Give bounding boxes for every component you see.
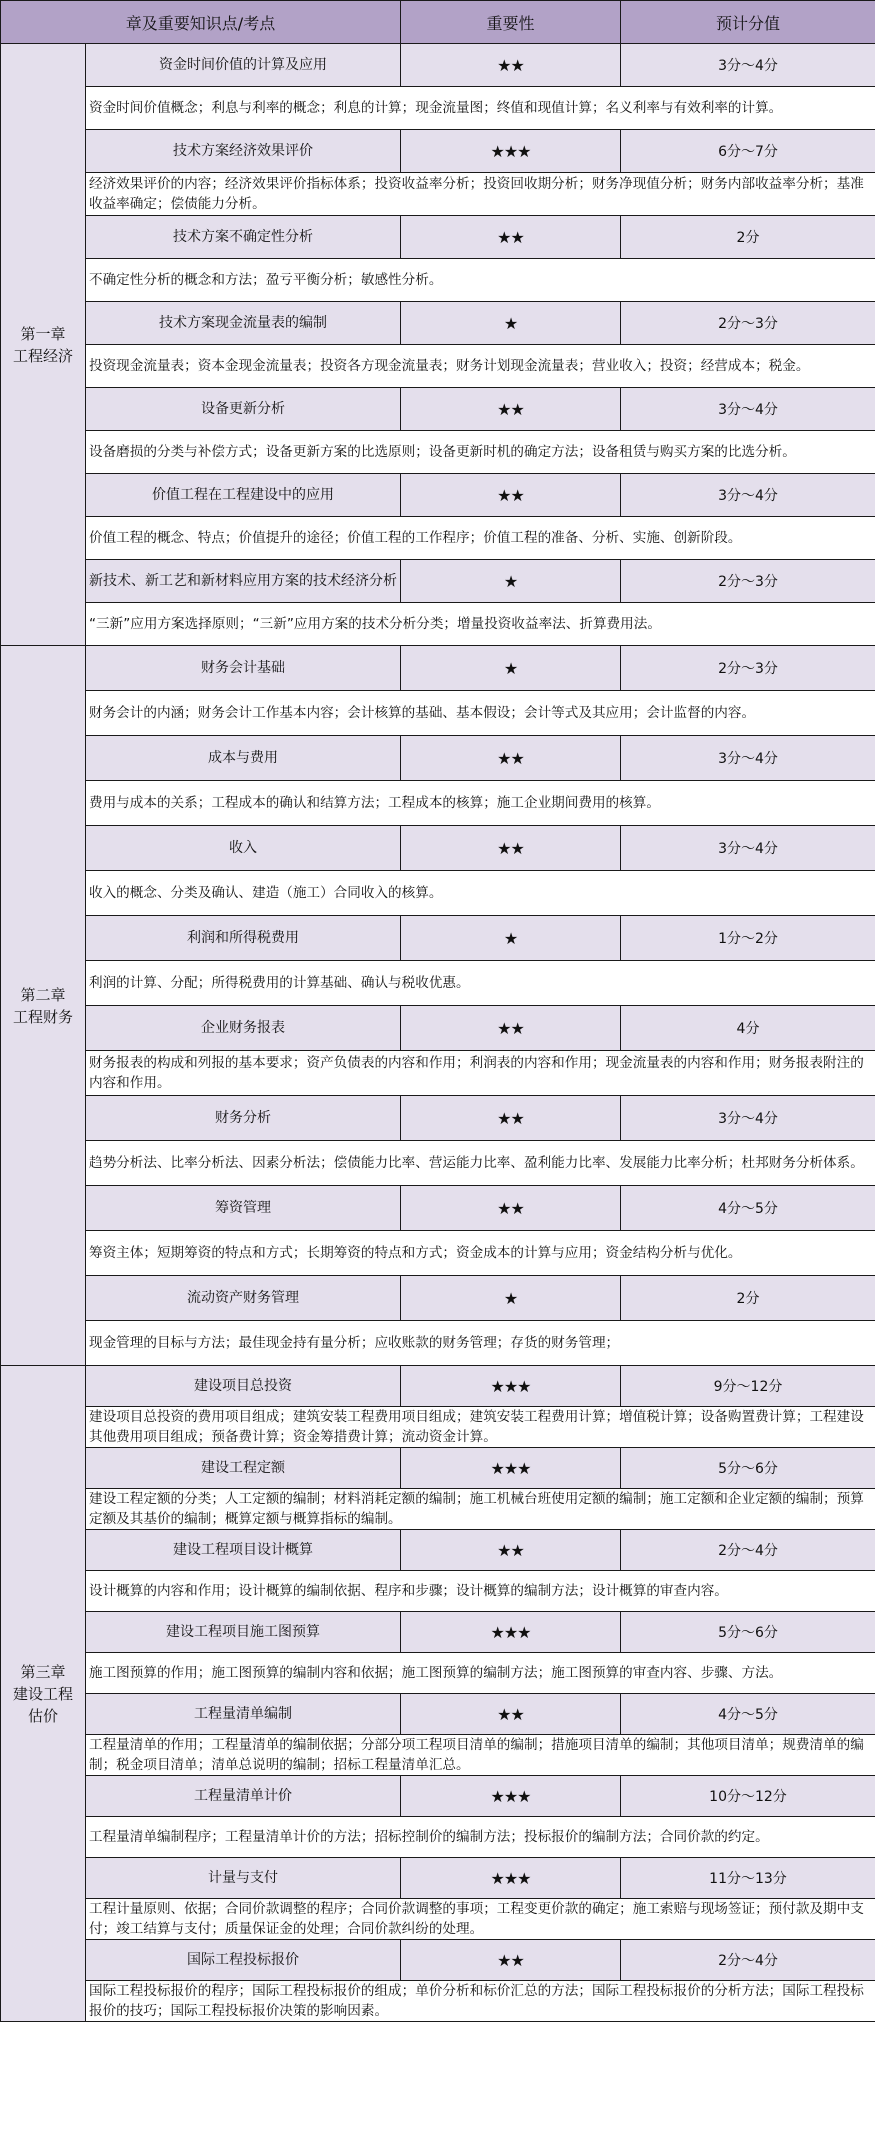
topic-description: 设计概算的内容和作用；设计概算的编制依据、程序和步骤；设计概算的编制方法；设计概算的审查内容。 [86, 1571, 875, 1612]
importance-stars: ★★★ [401, 1366, 621, 1407]
topic-row [1, 1612, 875, 1653]
topic-description: 施工图预算的作用；施工图预算的编制内容和依据；施工图预算的编制方法；施工图预算的审查内容、步骤、方法。 [86, 1653, 875, 1694]
topic-description: 工程计量原则、依据；合同价款调整的程序；合同价款调整的事项；工程变更价款的确定；施工索赔与现场签证；预付款及期中支付；竣工结算与支付；质量保证金的处理；合同价款纠纷的处理。 [86, 1899, 875, 1940]
topic-description: 价值工程的概念、特点；价值提升的途径；价值工程的工作程序；价值工程的准备、分析、实施、创新阶段。 [86, 517, 875, 560]
chapter-cell [1, 1366, 86, 2022]
topic-row [1, 44, 875, 87]
topic-name: 财务会计基础 [86, 646, 401, 691]
topic-row [1, 474, 875, 517]
chapter-title-line: 工程经济 [12, 346, 73, 365]
description-row [1, 1653, 875, 1694]
chapter-title-line: 工程财务 [12, 1007, 73, 1026]
topic-description: 经济效果评价的内容；经济效果评价指标体系；投资收益率分析；投资回收期分析；财务净现值分析；财务内部收益率分析；基准收益率确定；偿债能力分析。 [86, 173, 875, 216]
score-range: 1分～2分 [621, 916, 875, 961]
topic-description: 国际工程投标报价的程序；国际工程投标报价的组成；单价分析和标价汇总的方法；国际工程投标报价的分析方法；国际工程投标报价的技巧；国际工程投标报价决策的影响因素。 [86, 1981, 875, 2022]
topic-row [1, 1276, 875, 1321]
score-range: 3分～4分 [621, 736, 875, 781]
topic-row [1, 1776, 875, 1817]
header-score: 预计分值 [621, 1, 875, 44]
table-header-row [1, 1, 875, 44]
topic-description: 工程量清单的作用；工程量清单的编制依据；分部分项工程项目清单的编制；措施项目清单的编制；其他项目清单；规费清单的编制；税金项目清单；清单总说明的编制；招标工程量清单汇总。 [86, 1735, 875, 1776]
score-range: 5分～6分 [621, 1448, 875, 1489]
score-range: 10分～12分 [621, 1776, 875, 1817]
score-range: 3分～4分 [621, 826, 875, 871]
topic-row [1, 1940, 875, 1981]
topic-row [1, 1858, 875, 1899]
topic-name: 国际工程投标报价 [86, 1940, 401, 1981]
topic-row [1, 736, 875, 781]
description-row [1, 1817, 875, 1858]
chapter-title-line: 建设工程 [12, 1684, 73, 1703]
topic-description: 建设工程定额的分类；人工定额的编制；材料消耗定额的编制；施工机械台班使用定额的编制；施工定额和企业定额的编制；预算定额及其基价的编制；概算定额与概算指标的编制。 [86, 1489, 875, 1530]
score-range: 5分～6分 [621, 1612, 875, 1653]
topic-description: 建设项目总投资的费用项目组成；建筑安装工程费用项目组成；建筑安装工程费用计算；增值税计算；设备购置费计算；工程建设其他费用项目组成；预备费计算；资金筹措费计算；流动资金计算。 [86, 1407, 875, 1448]
importance-stars: ★★ [401, 216, 621, 259]
topic-name: 新技术、新工艺和新材料应用方案的技术经济分析 [86, 560, 401, 603]
description-row [1, 871, 875, 916]
description-row [1, 1407, 875, 1448]
score-range: 6分～7分 [621, 130, 875, 173]
importance-stars: ★★ [401, 1694, 621, 1735]
score-range: 2分～3分 [621, 560, 875, 603]
topic-name: 筹资管理 [86, 1186, 401, 1231]
importance-stars: ★★ [401, 1530, 621, 1571]
header-importance: 重要性 [401, 1, 621, 44]
topic-row [1, 1006, 875, 1051]
description-row [1, 1899, 875, 1940]
description-row [1, 603, 875, 646]
topic-description: 投资现金流量表；资本金现金流量表；投资各方现金流量表；财务计划现金流量表；营业收入；投资；经营成本；税金。 [86, 345, 875, 388]
score-range: 11分～13分 [621, 1858, 875, 1899]
chapter-title-line: 第一章 [20, 324, 66, 343]
topic-row [1, 1530, 875, 1571]
score-range: 2分 [621, 1276, 875, 1321]
topic-description: 利润的计算、分配；所得税费用的计算基础、确认与税收优惠。 [86, 961, 875, 1006]
importance-stars: ★ [401, 916, 621, 961]
chapter-title-line: 第二章 [20, 985, 66, 1004]
topic-name: 建设工程项目设计概算 [86, 1530, 401, 1571]
topic-row [1, 1186, 875, 1231]
topic-row [1, 130, 875, 173]
score-range: 2分 [621, 216, 875, 259]
description-row [1, 1321, 875, 1366]
importance-stars: ★★★ [401, 1612, 621, 1653]
chapter-title-line: 第三章 [20, 1662, 66, 1681]
topic-description: “三新”应用方案选择原则；“三新”应用方案的技术分析分类；增量投资收益率法、折算费用法。 [86, 603, 875, 646]
topic-row [1, 388, 875, 431]
topic-name: 企业财务报表 [86, 1006, 401, 1051]
importance-stars: ★★ [401, 826, 621, 871]
topic-description: 财务报表的构成和列报的基本要求；资产负债表的内容和作用；利润表的内容和作用；现金流量表的内容和作用；财务报表附注的内容和作用。 [86, 1051, 875, 1096]
score-range: 3分～4分 [621, 44, 875, 87]
topic-row [1, 302, 875, 345]
description-row [1, 87, 875, 130]
importance-stars: ★ [401, 560, 621, 603]
importance-stars: ★ [401, 302, 621, 345]
topic-description: 工程量清单编制程序；工程量清单计价的方法；招标控制价的编制方法；投标报价的编制方法；合同价款的约定。 [86, 1817, 875, 1858]
description-row [1, 259, 875, 302]
topic-row [1, 646, 875, 691]
topic-row [1, 1448, 875, 1489]
topic-description: 财务会计的内涵；财务会计工作基本内容；会计核算的基础、基本假设；会计等式及其应用；会计监督的内容。 [86, 691, 875, 736]
topic-name: 建设项目总投资 [86, 1366, 401, 1407]
description-row [1, 1981, 875, 2022]
importance-stars: ★★ [401, 1940, 621, 1981]
score-range: 2分～4分 [621, 1530, 875, 1571]
description-row [1, 1735, 875, 1776]
score-range: 9分～12分 [621, 1366, 875, 1407]
score-range: 3分～4分 [621, 388, 875, 431]
topic-row [1, 1096, 875, 1141]
topic-name: 工程量清单计价 [86, 1776, 401, 1817]
score-range: 4分～5分 [621, 1186, 875, 1231]
topic-name: 技术方案不确定性分析 [86, 216, 401, 259]
score-range: 3分～4分 [621, 1096, 875, 1141]
importance-stars: ★★★ [401, 130, 621, 173]
topic-description: 收入的概念、分类及确认、建造（施工）合同收入的核算。 [86, 871, 875, 916]
description-row [1, 1141, 875, 1186]
topic-name: 价值工程在工程建设中的应用 [86, 474, 401, 517]
description-row [1, 173, 875, 216]
importance-stars: ★ [401, 1276, 621, 1321]
topic-description: 筹资主体；短期筹资的特点和方式；长期筹资的特点和方式；资金成本的计算与应用；资金结构分析与优化。 [86, 1231, 875, 1276]
importance-stars: ★★ [401, 474, 621, 517]
topic-description: 现金管理的目标与方法；最佳现金持有量分析；应收账款的财务管理；存货的财务管理； [86, 1321, 875, 1366]
topic-name: 计量与支付 [86, 1858, 401, 1899]
topic-name: 财务分析 [86, 1096, 401, 1141]
description-row [1, 1051, 875, 1096]
topic-name: 设备更新分析 [86, 388, 401, 431]
header-topic: 章及重要知识点/考点 [1, 1, 401, 44]
topic-row [1, 826, 875, 871]
topic-description: 不确定性分析的概念和方法；盈亏平衡分析；敏感性分析。 [86, 259, 875, 302]
description-row [1, 1231, 875, 1276]
score-range: 4分～5分 [621, 1694, 875, 1735]
topic-name: 技术方案经济效果评价 [86, 130, 401, 173]
topic-row [1, 1694, 875, 1735]
description-row [1, 691, 875, 736]
importance-stars: ★★ [401, 736, 621, 781]
description-row [1, 431, 875, 474]
importance-stars: ★★ [401, 388, 621, 431]
description-row [1, 1489, 875, 1530]
topic-name: 成本与费用 [86, 736, 401, 781]
score-range: 2分～3分 [621, 646, 875, 691]
score-range: 3分～4分 [621, 474, 875, 517]
topic-name: 建设工程项目施工图预算 [86, 1612, 401, 1653]
topic-description: 趋势分析法、比率分析法、因素分析法；偿债能力比率、营运能力比率、盈利能力比率、发展能力比率分析；杜邦财务分析体系。 [86, 1141, 875, 1186]
chapter-cell [1, 646, 86, 1366]
topic-row [1, 916, 875, 961]
score-range: 2分～4分 [621, 1940, 875, 1981]
score-range: 2分～3分 [621, 302, 875, 345]
topic-row [1, 560, 875, 603]
topic-name: 利润和所得税费用 [86, 916, 401, 961]
topic-description: 费用与成本的关系；工程成本的确认和结算方法；工程成本的核算；施工企业期间费用的核算。 [86, 781, 875, 826]
importance-stars: ★★ [401, 1006, 621, 1051]
topic-name: 工程量清单编制 [86, 1694, 401, 1735]
topic-name: 流动资产财务管理 [86, 1276, 401, 1321]
topic-row [1, 216, 875, 259]
description-row [1, 1571, 875, 1612]
importance-stars: ★★ [401, 1096, 621, 1141]
importance-stars: ★★ [401, 44, 621, 87]
description-row [1, 517, 875, 560]
description-row [1, 961, 875, 1006]
topic-name: 建设工程定额 [86, 1448, 401, 1489]
topic-row [1, 1366, 875, 1407]
importance-stars: ★★★ [401, 1448, 621, 1489]
score-range: 4分 [621, 1006, 875, 1051]
topic-description: 资金时间价值概念；利息与利率的概念；利息的计算；现金流量图；终值和现值计算；名义利率与有效利率的计算。 [86, 87, 875, 130]
topic-name: 资金时间价值的计算及应用 [86, 44, 401, 87]
topic-description: 设备磨损的分类与补偿方式；设备更新方案的比选原则；设备更新时机的确定方法；设备租赁与购买方案的比选分析。 [86, 431, 875, 474]
importance-stars: ★ [401, 646, 621, 691]
description-row [1, 781, 875, 826]
chapter-title-line: 估价 [27, 1706, 58, 1725]
importance-stars: ★★★ [401, 1858, 621, 1899]
topic-name: 收入 [86, 826, 401, 871]
importance-stars: ★★★ [401, 1776, 621, 1817]
importance-stars: ★★ [401, 1186, 621, 1231]
topic-name: 技术方案现金流量表的编制 [86, 302, 401, 345]
description-row [1, 345, 875, 388]
chapter-cell [1, 44, 86, 646]
